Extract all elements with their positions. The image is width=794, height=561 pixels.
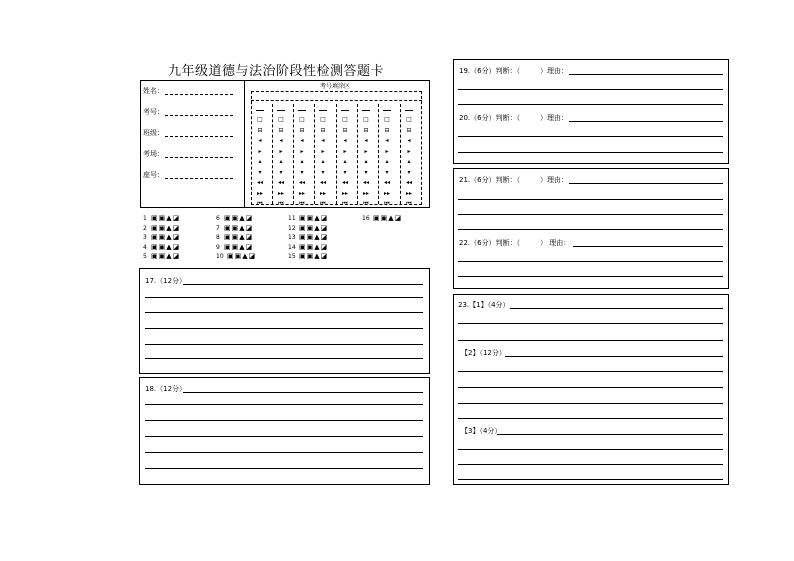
code-bubble[interactable]: ⊟ [257, 126, 263, 134]
code-bubble[interactable]: ▾ [300, 168, 304, 176]
code-bubble[interactable]: ▸▸ [256, 189, 264, 197]
code-bubble[interactable]: ▸ [407, 147, 411, 155]
mc-question-number: 13 [288, 234, 296, 241]
code-column-divider [293, 104, 294, 204]
q22-line[interactable] [573, 246, 723, 247]
mc-question-number: 1 [143, 215, 147, 222]
code-bubble[interactable]: ▸ [279, 147, 283, 155]
answer-line[interactable] [458, 214, 723, 215]
code-bubble[interactable]: ▸▸ [383, 189, 391, 197]
mc-answer-bubbles[interactable]: ▣▣▲◪ [224, 233, 254, 241]
code-bubble[interactable]: ◂ [407, 137, 411, 144]
q23-part1-line[interactable] [510, 308, 723, 309]
mc-answer-bubbles[interactable]: ▣▣▲◪ [151, 223, 181, 232]
code-digit-slot[interactable] [319, 110, 327, 111]
code-bubble[interactable]: ▴ [258, 158, 262, 165]
mc-answer-bubbles[interactable]: ▣▣▲◪ [227, 252, 257, 260]
code-bubble[interactable]: ▴ [279, 158, 283, 165]
code-bubble[interactable]: ▸▸ [319, 189, 327, 197]
code-bubble[interactable]: ▸ [300, 147, 304, 155]
mc-question-number: 10 [216, 253, 224, 260]
q21-line[interactable] [569, 183, 723, 184]
code-column-divider [272, 104, 273, 204]
code-bubble[interactable]: □ [384, 116, 390, 123]
code-bubble[interactable]: ⏮ [257, 200, 263, 207]
info-divider [244, 80, 245, 208]
exam-number-field[interactable] [165, 115, 233, 116]
code-digit-slot[interactable] [277, 110, 285, 111]
code-digit-slot[interactable] [298, 110, 306, 111]
answer-line[interactable] [458, 261, 723, 262]
q18-line[interactable] [183, 392, 423, 393]
q17-answer-line[interactable] [145, 358, 423, 359]
mc-answer-bubbles[interactable]: ▣▣▲◪ [224, 214, 254, 222]
q19-reason-label: ）理由： [540, 67, 568, 75]
code-bubble[interactable]: ◂◂ [256, 179, 264, 186]
code-bubble[interactable]: ⏮ [320, 200, 326, 207]
code-digit-slot[interactable] [405, 110, 413, 111]
code-bubble[interactable]: □ [278, 116, 284, 123]
code-bubble[interactable]: ◂◂ [298, 179, 306, 186]
code-bubble[interactable]: ▴ [343, 158, 347, 165]
code-bubble[interactable]: ◂ [343, 137, 347, 144]
code-column-divider [400, 104, 401, 204]
q23-answer-line[interactable] [458, 387, 723, 388]
code-bubble[interactable]: ▾ [321, 168, 325, 176]
code-column-divider [314, 104, 315, 204]
name-field[interactable] [165, 94, 233, 95]
code-bubble[interactable]: ▸▸ [277, 189, 285, 197]
answer-line[interactable] [458, 152, 723, 153]
q23-part3-label: 【3】（4分） [461, 427, 502, 435]
q23-answer-line[interactable] [458, 371, 723, 372]
code-bubble[interactable]: ◂◂ [319, 179, 327, 186]
code-bubble[interactable]: ▸▸ [298, 189, 306, 197]
q23-answer-line[interactable] [458, 479, 723, 480]
code-column-divider [336, 104, 337, 204]
mc-answer-bubbles[interactable]: ▣▣▲◪ [151, 242, 181, 251]
exam-number-label: 考号： [143, 108, 164, 116]
code-bubble[interactable]: □ [406, 116, 412, 123]
q21-label: 21.（6分）判断：（ [459, 176, 521, 184]
q23-answer-line[interactable] [458, 418, 723, 419]
mc-question-number: 12 [288, 224, 296, 232]
name-label: 姓名： [143, 87, 164, 95]
q19-line[interactable] [569, 74, 723, 75]
mc-question-number: 9 [216, 243, 220, 251]
answer-line[interactable] [458, 136, 723, 137]
mc-answer-bubbles[interactable]: ▣▣▲◪ [299, 214, 329, 222]
q20-line[interactable] [569, 121, 723, 122]
page-title: 九年级道德与法治阶段性检测答题卡 [168, 64, 385, 79]
mc-answer-bubbles[interactable]: ▣▣▲◪ [299, 223, 329, 232]
code-area-label: 考号填涂区 [320, 83, 351, 90]
class-label: 班级： [143, 129, 164, 137]
seat-number-label: 座号： [143, 171, 164, 179]
code-bubble[interactable]: ◂ [385, 137, 389, 144]
code-column-divider [357, 104, 358, 204]
q23-part2-line[interactable] [505, 356, 723, 357]
q18-answer-line[interactable] [145, 468, 423, 469]
mc-answer-bubbles[interactable]: ▣▣▲◪ [299, 252, 329, 260]
q18-answer-line[interactable] [145, 420, 423, 421]
q19-label: 19.（6分）判断：（ [459, 67, 521, 75]
code-bubble[interactable]: ◂ [364, 137, 368, 144]
code-bubble[interactable]: ▸ [385, 147, 389, 155]
seat-number-field[interactable] [165, 178, 233, 179]
code-digit-slot[interactable] [362, 110, 370, 111]
code-bubble[interactable]: ◂◂ [277, 179, 285, 186]
code-column-divider [378, 104, 379, 204]
answer-line[interactable] [458, 229, 723, 230]
answer-line[interactable] [458, 276, 723, 277]
code-bubble[interactable]: ⊟ [342, 126, 348, 134]
mc-question-number: 6 [216, 215, 220, 222]
q22-reason-label: ） 理由： [540, 239, 571, 247]
code-bubble[interactable]: □ [363, 116, 369, 123]
code-bubble[interactable]: ▴ [407, 158, 411, 165]
code-bubble[interactable]: ⏮ [384, 200, 390, 207]
code-bubble[interactable]: ◂ [258, 137, 262, 144]
code-bubble[interactable]: □ [257, 116, 263, 123]
code-bubble[interactable]: ▴ [300, 158, 304, 165]
code-bubble[interactable]: ⊟ [406, 126, 412, 134]
code-bubble[interactable]: □ [299, 116, 305, 123]
code-bubble[interactable]: ▾ [407, 168, 411, 176]
class-field[interactable] [165, 136, 233, 137]
code-bubble[interactable]: ⏮ [406, 200, 412, 207]
answer-line[interactable] [458, 104, 723, 105]
mc-answer-bubbles[interactable]: ▣▣▲◪ [299, 242, 329, 251]
code-bubble[interactable]: □ [320, 116, 326, 123]
code-bubble[interactable]: ▸ [258, 147, 262, 155]
code-bubble[interactable]: ◂◂ [383, 179, 391, 186]
mc-question-number: 2 [143, 224, 147, 232]
code-bubble[interactable]: ▴ [321, 158, 325, 165]
q20-reason-label: ）理由： [540, 114, 568, 122]
code-bubble[interactable]: ▴ [364, 158, 368, 165]
mc-question-number: 8 [216, 234, 220, 241]
mc-question-number: 15 [288, 253, 296, 260]
code-bubble[interactable]: ⏮ [278, 200, 284, 207]
code-bubble[interactable]: ▸ [364, 147, 368, 155]
mc-question-number: 11 [288, 215, 296, 222]
q18-answer-line[interactable] [145, 452, 423, 453]
code-bubble[interactable]: ◂◂ [362, 179, 370, 186]
code-bubble[interactable]: ⏮ [363, 200, 369, 207]
code-bubble[interactable]: ▴ [385, 158, 389, 165]
q22-label: 22.（6分）判断：（ [459, 239, 521, 247]
code-bubble[interactable]: ⊟ [320, 126, 326, 134]
q20-label: 20.（6分）判断：（ [459, 114, 521, 122]
q23-part1-label: 23.【1】（4分） [458, 301, 510, 309]
code-digit-slot[interactable] [341, 110, 349, 111]
code-bubble[interactable]: ▸ [321, 147, 325, 155]
code-bubble[interactable]: ▸▸ [405, 189, 413, 197]
q23-part3-line[interactable] [497, 434, 723, 435]
mc-question-number: 16 [362, 215, 370, 222]
exam-room-label: 考场： [143, 150, 164, 158]
code-bubble[interactable]: ◂ [279, 137, 283, 144]
mc-answer-bubbles[interactable]: ▣▣▲◪ [151, 233, 181, 241]
q17-answer-line[interactable] [145, 297, 423, 298]
mc-answer-bubbles[interactable]: ▣▣▲◪ [224, 223, 254, 232]
mc-answer-bubbles[interactable]: ▣▣▲◪ [151, 252, 181, 260]
q23-answer-line[interactable] [458, 403, 723, 404]
mc-answer-bubbles[interactable]: ▣▣▲◪ [373, 214, 403, 222]
q18-answer-line[interactable] [145, 436, 423, 437]
exam-room-field[interactable] [165, 157, 233, 158]
q18-label: 18.（12分） [145, 385, 187, 393]
code-digit-slot[interactable] [256, 110, 264, 111]
code-bubble[interactable]: ▸ [343, 147, 347, 155]
q23-answer-line[interactable] [458, 449, 723, 450]
mc-question-number: 7 [216, 224, 220, 232]
q17-label: 17.（12分） [145, 277, 187, 285]
mc-question-number: 14 [288, 243, 296, 251]
code-bubble[interactable]: ⊟ [363, 126, 369, 134]
q23-answer-line[interactable] [458, 340, 723, 341]
code-bubble[interactable]: ▸▸ [341, 189, 349, 197]
code-bubble[interactable]: ⊟ [299, 126, 305, 134]
code-bubble[interactable]: ⏮ [299, 200, 305, 207]
code-bubble[interactable]: ◂◂ [405, 179, 413, 186]
mc-question-number: 4 [143, 243, 147, 251]
q23-answer-line[interactable] [458, 464, 723, 465]
mc-answer-bubbles[interactable]: ▣▣▲◪ [299, 233, 329, 241]
mc-question-number: 3 [143, 234, 147, 241]
q17-answer-line[interactable] [145, 328, 423, 329]
q17-line[interactable] [183, 284, 423, 285]
code-bubble[interactable]: □ [342, 116, 348, 123]
mc-question-number: 5 [143, 253, 147, 260]
code-bubble[interactable]: ▾ [343, 168, 347, 176]
mc-answer-bubbles[interactable]: ▣▣▲◪ [151, 214, 181, 222]
code-bubble[interactable]: ◂ [300, 137, 304, 144]
code-bubble[interactable]: ⏮ [342, 200, 348, 207]
code-bubble[interactable]: ▾ [385, 168, 389, 176]
code-bubble[interactable]: ◂ [321, 137, 325, 144]
code-bubble[interactable]: ◂◂ [341, 179, 349, 186]
mc-answer-bubbles[interactable]: ▣▣▲◪ [224, 242, 254, 251]
answer-line[interactable] [458, 89, 723, 90]
q23-part2-label: 【2】（12分） [461, 349, 506, 357]
code-bubble[interactable]: ▸▸ [362, 189, 370, 197]
code-area-header-line [251, 100, 422, 101]
code-digit-slot[interactable] [383, 110, 391, 111]
code-bubble[interactable]: ▾ [279, 168, 283, 176]
q23-answer-line[interactable] [458, 323, 723, 324]
q18-answer-line[interactable] [145, 404, 423, 405]
q17-answer-line[interactable] [145, 312, 423, 313]
code-bubble[interactable]: ▾ [364, 168, 368, 176]
code-bubble[interactable]: ⊟ [384, 126, 390, 134]
code-bubble[interactable]: ⊟ [278, 126, 284, 134]
code-bubble[interactable]: ▾ [258, 168, 262, 176]
answer-line[interactable] [458, 199, 723, 200]
q21-reason-label: ）理由： [540, 176, 568, 184]
q17-answer-line[interactable] [145, 344, 423, 345]
